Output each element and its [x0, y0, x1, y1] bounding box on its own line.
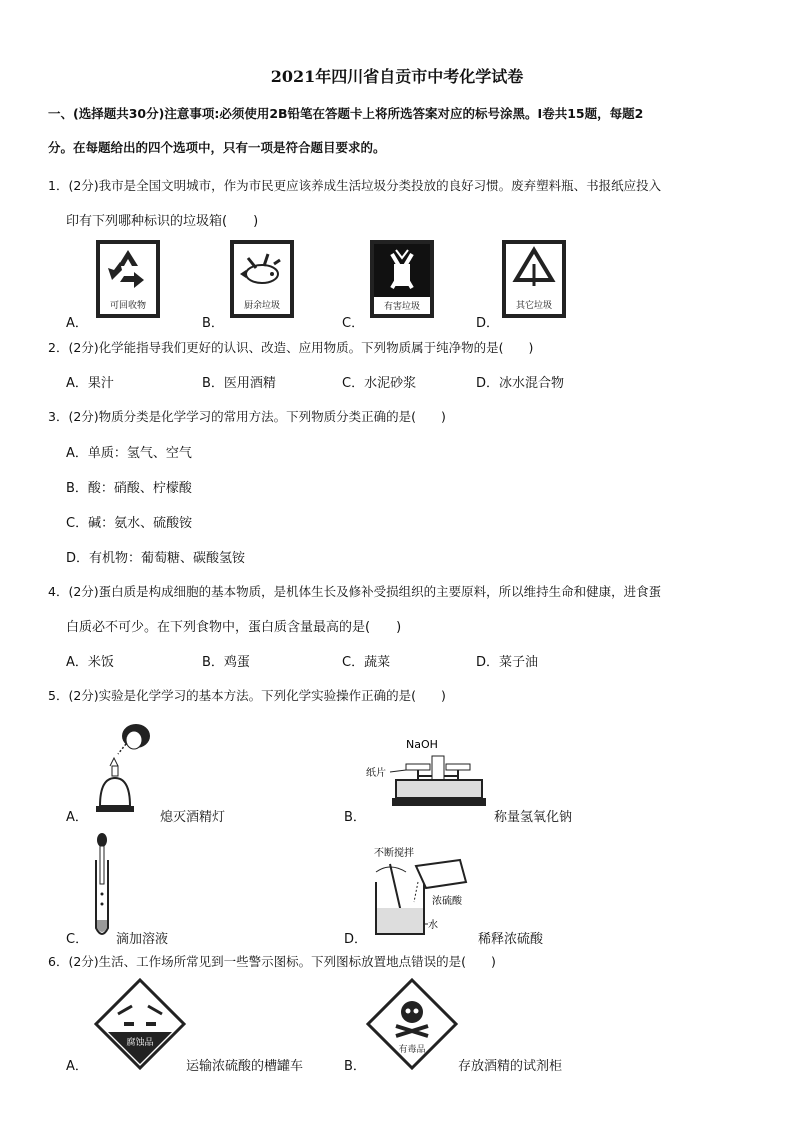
bin-label-hazardous: 有害垃圾: [374, 297, 430, 314]
q2-stem: 2．(2分)化学能指导我们更好的认识、改造、应用物质。下列物质属于纯净物的是( ): [48, 340, 534, 355]
corrosive-sign-label: 腐蚀品: [126, 1038, 154, 1048]
q3-stem: 3．(2分)物质分类是化学学习的常用方法。下列物质分类正确的是( ): [48, 409, 446, 424]
kitchen-waste-bin-sign: [230, 240, 294, 318]
q5-option-d[interactable]: D．: [344, 932, 368, 947]
acid-label: 浓硫酸: [432, 896, 462, 907]
stir-label: 不断搅拌: [374, 848, 414, 859]
recycle-icon: [100, 244, 156, 294]
other-waste-icon: [506, 244, 562, 294]
q1-option-c[interactable]: C．: [342, 316, 365, 331]
q1-option-a[interactable]: A．: [66, 316, 88, 331]
q6-caption-a: 运输浓硫酸的槽罐车: [186, 1059, 304, 1074]
bin-label-other: 其它垃圾: [515, 301, 552, 311]
q5-stem: 5．(2分)实验是化学学习的基本方法。下列化学实验操作正确的是( ): [48, 688, 446, 703]
q4-option-c[interactable]: C．蔬菜: [342, 655, 391, 670]
q3-option-b[interactable]: B．酸：硝酸、柠檬酸: [66, 481, 192, 496]
naoh-label: NaOH: [406, 738, 438, 751]
blowing-out-lamp-illustration: [90, 718, 160, 818]
q2-option-a[interactable]: A．果汁: [66, 376, 114, 391]
recyclable-bin-sign: [96, 240, 160, 318]
q6-stem: 6．(2分)生活、工作场所常见到一些警示图标。下列图标放置地点错误的是( ): [48, 954, 496, 969]
q1-option-b[interactable]: B．: [202, 316, 224, 331]
q1-stem-line1: 1．(2分)我市是全国文明城市，作为市民更应该养成生活垃圾分类投放的良好习惯。废弃塑料瓶、书报纸应投入: [48, 178, 662, 193]
q5-option-c[interactable]: C．: [66, 932, 89, 947]
page-title: 2021年四川省自贡市中考化学试卷: [270, 67, 524, 86]
q1-option-d[interactable]: D．: [476, 316, 500, 331]
q2-option-c[interactable]: C．水泥砂浆: [342, 376, 417, 391]
q5-caption-b: 称量氢氧化钠: [494, 810, 573, 825]
q6-caption-b: 存放酒精的试剂柜: [458, 1059, 563, 1074]
q1-stem-line2: 印有下列哪种标识的垃圾箱( ): [66, 214, 259, 229]
q5-caption-c: 滴加溶液: [116, 932, 169, 947]
q4-stem-line1: 4．(2分)蛋白质是构成细胞的基本物质，是机体生长及修补受损组织的主要原料，所以维持生命和健康，进食蛋: [48, 584, 662, 599]
q6-option-a[interactable]: A．: [66, 1059, 88, 1074]
q3-option-a[interactable]: A．单质：氢气、空气: [66, 446, 192, 461]
other-waste-bin-sign: [502, 240, 566, 318]
fish-bone-icon: [234, 244, 290, 294]
toxic-warning-sign: [366, 978, 458, 1070]
q6-option-b[interactable]: B．: [344, 1059, 366, 1074]
bin-label-recyclable: 可回收物: [109, 301, 146, 311]
bin-label-kitchen: 厨余垃圾: [243, 301, 280, 311]
section-instructions-line2: 分。在每题给出的四个选项中，只有一项是符合题目要求的。: [48, 140, 386, 155]
corrosive-warning-sign: [94, 978, 186, 1070]
paper-label: 纸片: [366, 768, 386, 779]
hazardous-waste-bin-sign: [370, 240, 434, 318]
q4-option-a[interactable]: A．米饭: [66, 655, 114, 670]
diluting-acid-illustration: [370, 842, 510, 942]
balance-weighing-illustration: [366, 736, 496, 814]
q5-option-a[interactable]: A．: [66, 810, 88, 825]
section-instructions-line1: 一、(选择题共30分)注意事项:必须使用2B铅笔在答题卡上将所选答案对应的标号涂黑。Ⅰ卷共15题，每题2: [48, 106, 644, 121]
q3-option-c[interactable]: C．碱：氨水、硫酸铵: [66, 516, 193, 531]
q2-option-b[interactable]: B．医用酒精: [202, 376, 276, 391]
q4-option-d[interactable]: D．菜子油: [476, 655, 539, 670]
q2-option-d[interactable]: D．冰水混合物: [476, 376, 565, 391]
q5-option-b[interactable]: B．: [344, 810, 366, 825]
dropper-test-tube-illustration: [90, 832, 120, 942]
toxic-sign-label: 有毒品: [398, 1045, 426, 1055]
water-label: 水: [428, 920, 438, 931]
skull-icon: [401, 1001, 423, 1023]
q3-option-d[interactable]: D．有机物：葡萄糖、碳酸氢铵: [66, 551, 246, 566]
q4-option-b[interactable]: B．鸡蛋: [202, 655, 250, 670]
q5-caption-a: 熄灭酒精灯: [160, 810, 226, 825]
hazard-x-icon: [374, 244, 430, 294]
q5-caption-d: 稀释浓硫酸: [478, 932, 544, 947]
q4-stem-line2: 白质必不可少。在下列食物中，蛋白质含量最高的是( ): [66, 620, 402, 635]
